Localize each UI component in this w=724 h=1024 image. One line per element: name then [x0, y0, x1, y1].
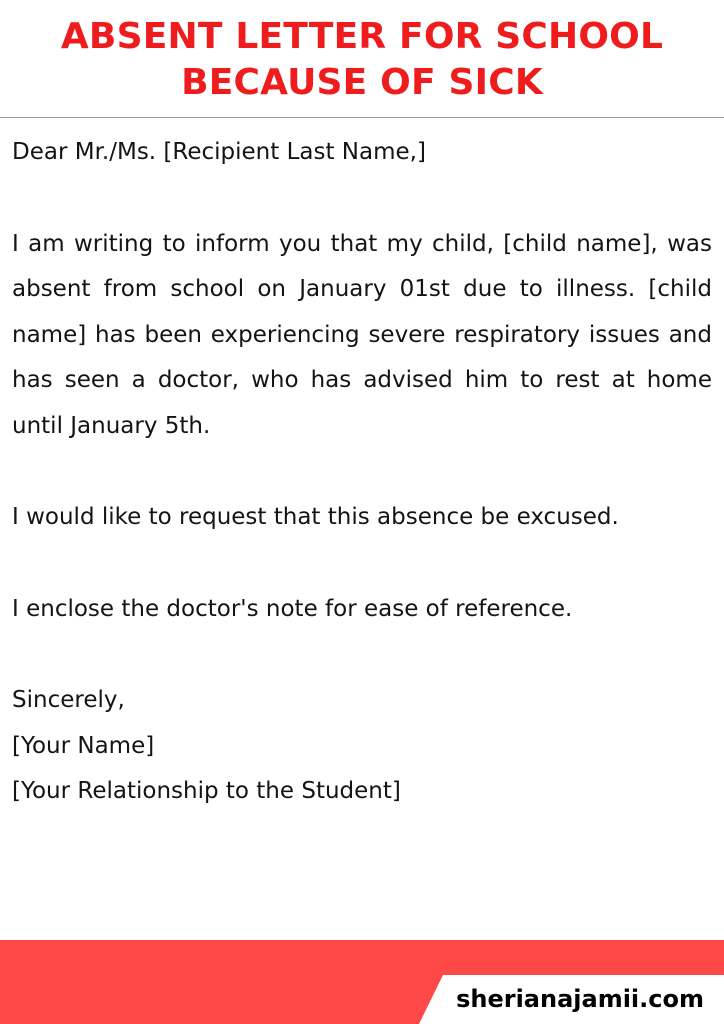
title-line-1: ABSENT LETTER FOR SCHOOL — [60, 16, 664, 57]
footer-site-link[interactable]: sherianajamii.com — [456, 985, 704, 1013]
body-paragraph-3: I enclose the doctor's note for ease of reference. — [12, 595, 573, 622]
title-line-2: BECAUSE OF SICK — [181, 62, 543, 103]
paragraph-spacer — [12, 632, 712, 678]
letter-body — [12, 130, 712, 815]
paragraph-spacer — [12, 541, 712, 587]
body-paragraph-2: I would like to request that this absence be excused. — [12, 504, 619, 530]
body-paragraph-1: I am writing to inform you that my child, [child name], was absent from school on January 01st due to illness. [child name] has been experiencing severe respiratory issues and has seen a doctor, who has advised him to rest at home until January 5th. — [12, 230, 712, 439]
closing: Sincerely, — [12, 687, 125, 713]
title-divider — [0, 117, 724, 118]
salutation: Dear Mr./Ms. [Recipient Last Name,] — [12, 139, 426, 165]
paragraph-spacer — [12, 176, 712, 222]
signature-relationship: [Your Relationship to the Student] — [12, 778, 401, 804]
letter-title — [0, 14, 724, 106]
signature-name: [Your Name] — [12, 732, 155, 759]
paragraph-spacer — [12, 449, 712, 495]
